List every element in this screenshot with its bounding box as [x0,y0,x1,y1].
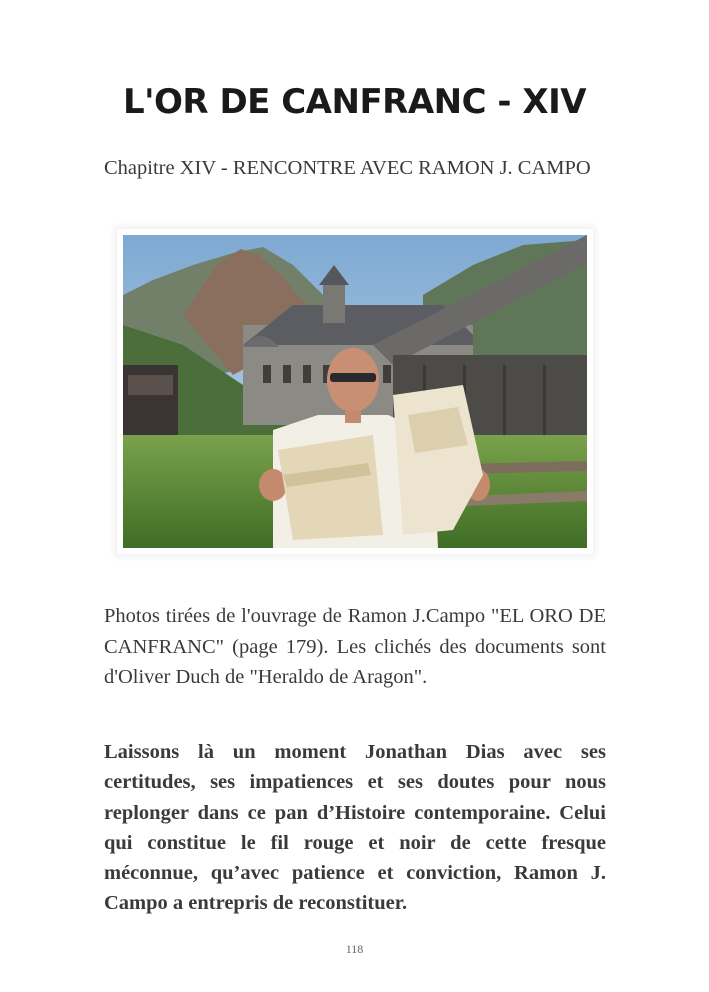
sunglasses [330,373,376,382]
photo-caption: Photos tirées de l'ouvrage de Ramon J.Campo "EL ORO DE CANFRANC" (page 179). Les clichés des documents sont d'Oliver Duch de "Heraldo de Aragon". [104,605,606,688]
page-title: L'OR DE CANFRANC - XIV [122,82,587,122]
station-photo [123,235,587,548]
chapter-heading: Chapitre XIV - RENCONTRE AVEC RAMON J. CAMPO [104,157,591,179]
station-tower [323,283,345,323]
page-number: 118 [345,942,364,956]
documents-left [278,435,383,540]
body-paragraph: Laissons là un moment Jonathan Dias avec ses certitudes, ses impatiences et ses doutes pour nous replonger dans ce pan d’Histoire contemporaine. Celui qui constitue le fil rouge et noir de cette fresque méconnue, qu’avec patience et conviction, Ramon J. Campo a entrepris de reconstituer. [104,741,606,915]
photo-frame [117,229,593,554]
